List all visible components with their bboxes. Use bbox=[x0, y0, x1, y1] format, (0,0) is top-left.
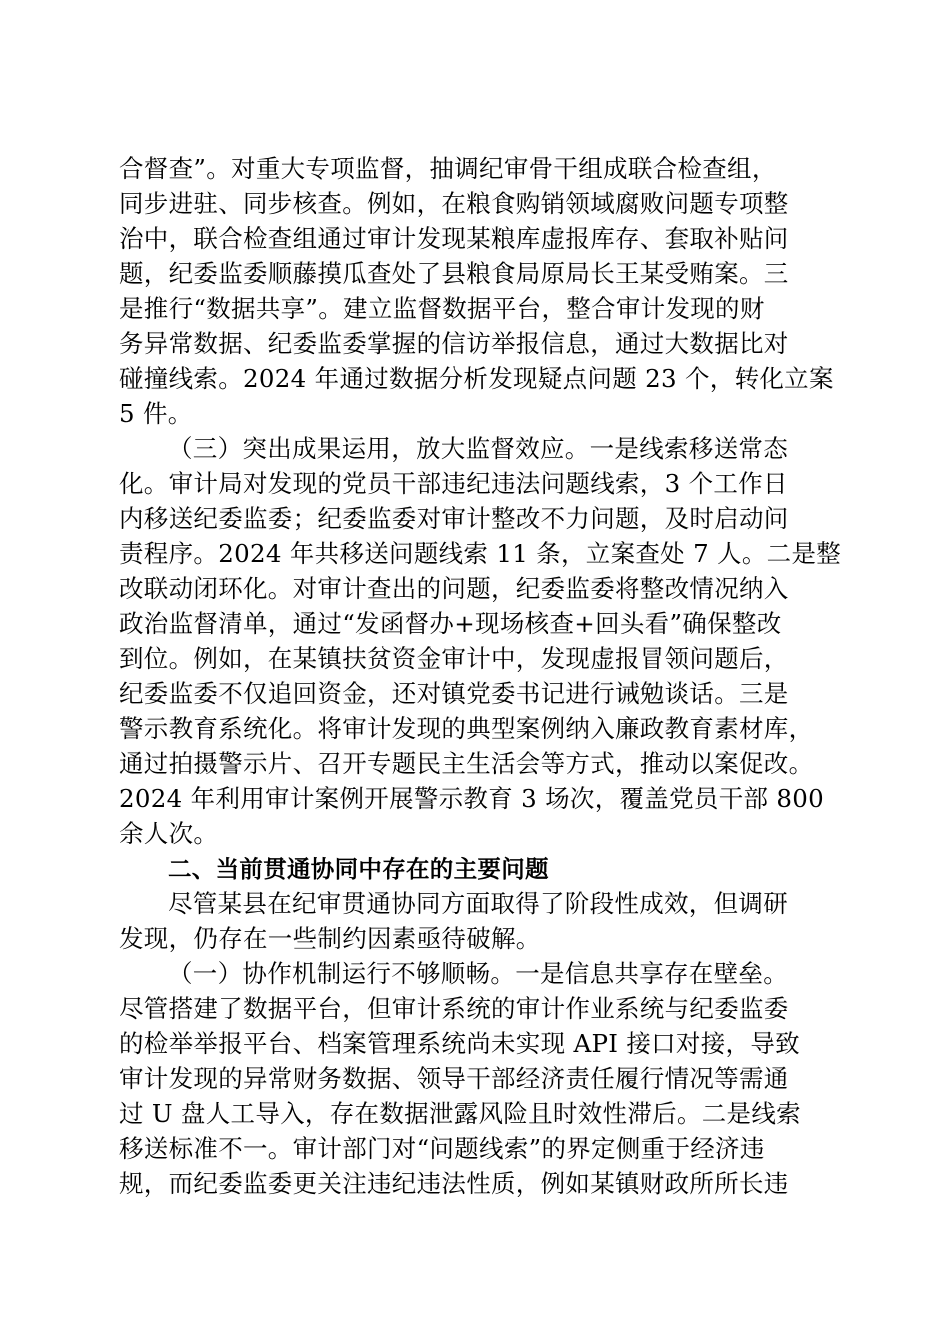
text-line: 责程序。2024 年共移送问题线索 11 条，立案查处 7 人。二是整 bbox=[119, 539, 842, 568]
text-line: 余人次。 bbox=[119, 819, 219, 848]
text-line: 政治监督清单，通过“发函督办+现场核查+回头看”确保整改 bbox=[119, 609, 782, 638]
text-line: 规，而纪委监委更关注违纪违法性质，例如某镇财政所所长违 bbox=[119, 1169, 789, 1198]
text-line: 通过拍摄警示片、召开专题民主生活会等方式，推动以案促改。 bbox=[119, 749, 814, 778]
text-line: 尽管搭建了数据平台，但审计系统的审计作业系统与纪委监委 bbox=[119, 994, 789, 1023]
section-lead-line: （一）协作机制运行不够顺畅。一是信息共享存在壁垒。 bbox=[168, 959, 788, 988]
text-line: 内移送纪委监委；纪委监委对审计整改不力问题，及时启动问 bbox=[119, 504, 789, 533]
text-line: 同步进驻、同步核查。例如，在粮食购销领域腐败问题专项整 bbox=[119, 189, 789, 218]
text-line: 发现，仍存在一些制约因素亟待破解。 bbox=[119, 924, 541, 953]
text-line: 5 件。 bbox=[119, 399, 193, 428]
text-line: 到位。例如，在某镇扶贫资金审计中，发现虚报冒领问题后， bbox=[119, 644, 789, 673]
text-line: 务异常数据、纪委监委掌握的信访举报信息，通过大数据比对 bbox=[119, 329, 789, 358]
text-line: 题，纪委监委顺藤摸瓜查处了县粮食局原局长王某受贿案。三 bbox=[119, 259, 789, 288]
text-line: 警示教育系统化。将审计发现的典型案例纳入廉政教育素材库， bbox=[119, 714, 814, 743]
text-line: 是推行“数据共享”。建立监督数据平台，整合审计发现的财 bbox=[119, 294, 765, 323]
paragraph-first-line: 尽管某县在纪审贯通协同方面取得了阶段性成效，但调研 bbox=[168, 889, 788, 918]
text-line: 的检举举报平台、档案管理系统尚未实现 API 接口对接，导致 bbox=[119, 1029, 800, 1058]
text-line: 过 U 盘人工导入，存在数据泄露风险且时效性滞后。二是线索 bbox=[119, 1099, 801, 1128]
text-line: 改联动闭环化。对审计查出的问题，纪委监委将整改情况纳入 bbox=[119, 574, 789, 603]
text-line: 化。审计局对发现的党员干部违纪违法问题线索，3 个工作日 bbox=[119, 469, 788, 498]
text-line: 治中，联合检查组通过审计发现某粮库虚报库存、套取补贴问 bbox=[119, 224, 789, 253]
text-line: 2024 年利用审计案例开展警示教育 3 场次，覆盖党员干部 800 bbox=[119, 784, 825, 813]
text-line: 合督查”。对重大专项监督，抽调纪审骨干组成联合检查组， bbox=[119, 154, 777, 183]
text-line: 审计发现的异常财务数据、领导干部经济责任履行情况等需通 bbox=[119, 1064, 789, 1093]
section-heading: 二、当前贯通协同中存在的主要问题 bbox=[168, 855, 549, 883]
text-line: 纪委监委不仅追回资金，还对镇党委书记进行诫勉谈话。三是 bbox=[119, 679, 789, 708]
text-line: 碰撞线索。2024 年通过数据分析发现疑点问题 23 个，转化立案 bbox=[119, 364, 834, 393]
section-lead-line: （三）突出成果运用，放大监督效应。一是线索移送常态 bbox=[168, 434, 788, 463]
text-line: 移送标准不一。审计部门对“问题线索”的界定侧重于经济违 bbox=[119, 1134, 765, 1163]
